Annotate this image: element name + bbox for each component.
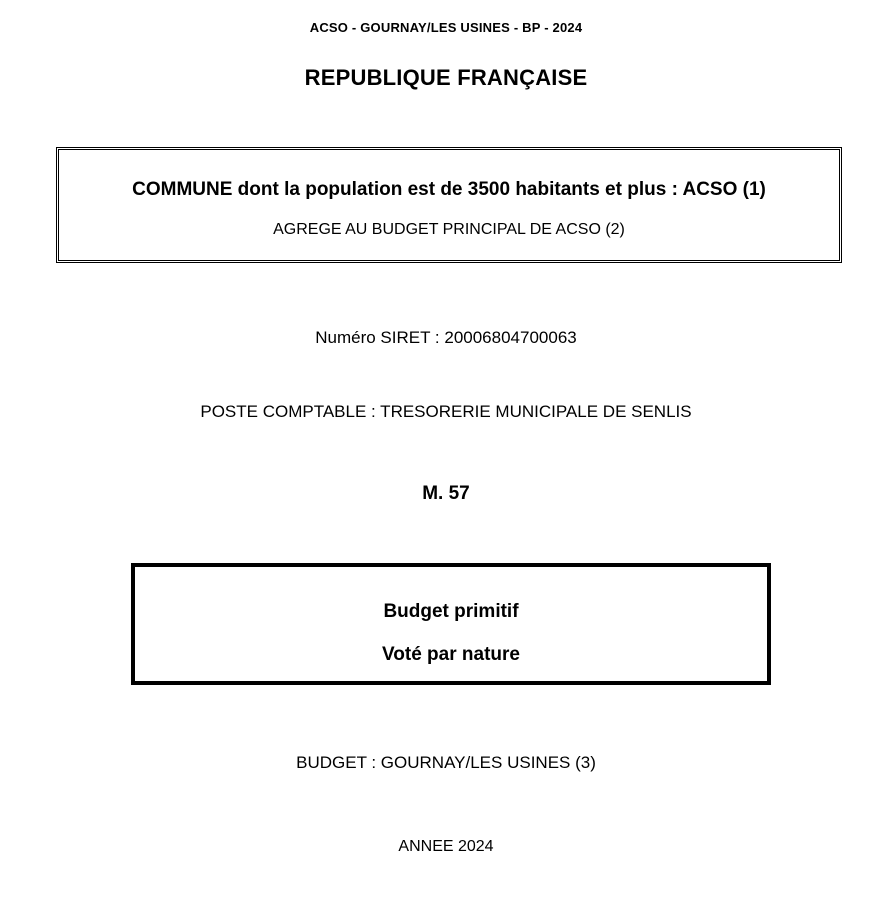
budget-name: BUDGET : GOURNAY/LES USINES (3) — [296, 753, 596, 772]
commune-identification-box — [58, 149, 840, 261]
budget-vote-mode-label: Voté par nature — [382, 644, 520, 665]
nomenclature-code: M. 57 — [422, 483, 470, 504]
budget-type-box — [131, 563, 771, 685]
commune-aggregation-line: AGREGE AU BUDGET PRINCIPAL DE ACSO (2) — [273, 221, 625, 238]
running-header: ACSO - GOURNAY/LES USINES - BP - 2024 — [309, 20, 583, 35]
budget-type-label: Budget primitif — [383, 601, 519, 622]
republic-title: REPUBLIQUE FRANÇAISE — [304, 65, 588, 90]
commune-name-line: COMMUNE dont la population est de 3500 habitants et plus : ACSO (1) — [132, 179, 766, 200]
poste-comptable: POSTE COMPTABLE : TRESORERIE MUNICIPALE DE SENLIS — [200, 402, 692, 421]
siret-number: Numéro SIRET : 20006804700063 — [315, 328, 577, 347]
budget-year: ANNEE 2024 — [398, 838, 494, 855]
